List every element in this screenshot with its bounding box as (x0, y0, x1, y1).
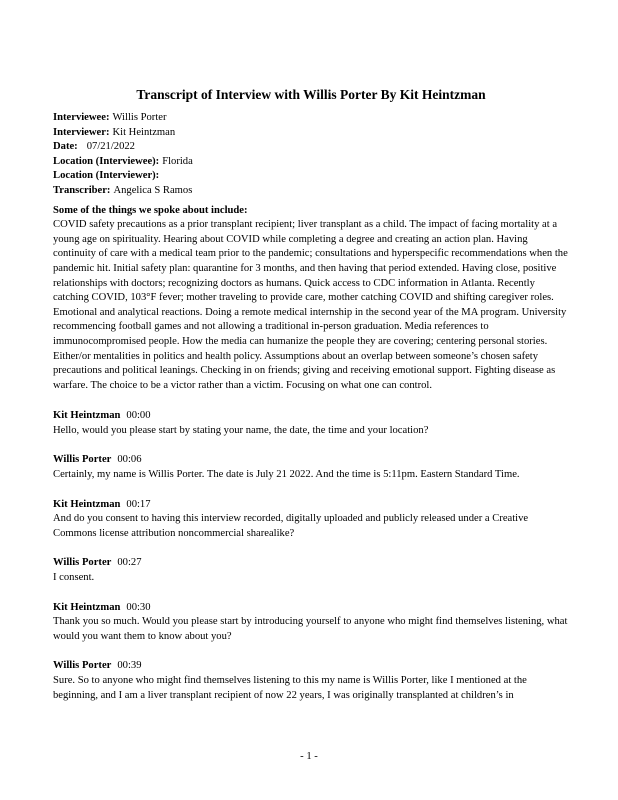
metadata-value: Willis Porter (112, 112, 167, 123)
metadata-label: Date: (53, 141, 78, 153)
metadata-value: 07/21/2022 (86, 141, 135, 153)
speaker-name: Kit Heintzman (53, 498, 121, 510)
page-content (53, 86, 569, 703)
speaker-line (53, 453, 569, 468)
transcript-entry (53, 601, 569, 645)
metadata-row-date (53, 140, 569, 155)
metadata-block (53, 111, 569, 199)
timestamp: 00:17 (126, 498, 151, 510)
speaker-line (53, 556, 569, 571)
timestamp: 00:00 (126, 410, 151, 422)
timestamp: 00:39 (117, 660, 142, 672)
metadata-label: Location (Interviewee): (53, 155, 160, 167)
speaker-name: Willis Porter (53, 660, 112, 672)
transcript-entry (53, 659, 569, 703)
entry-text: Certainly, my name is Willis Porter. The date is July 21 2022. And the time is 5:11pm. Eastern Standard Time. (53, 469, 520, 481)
summary-heading: Some of the things we spoke about include: (53, 204, 248, 216)
speaker-name: Willis Porter (53, 454, 112, 466)
entry-text: And do you consent to having this interview recorded, digitally uploaded and publicly released under a Creative Commons license attribution noncommercial sharealike? (53, 513, 529, 539)
transcript-entry (53, 556, 569, 585)
timestamp: 00:30 (126, 601, 151, 613)
entry-text: I consent. (53, 572, 95, 584)
entry-text: Sure. So to anyone who might find themselves listening to this my name is Willis Porter, like I mentioned at the beginning, and I am a liver transplant recipient of now 22 years, I was originally transplanted at children’s in (53, 675, 527, 701)
entry-text: Hello, would you please start by stating your name, the date, the time and your location? (53, 424, 429, 436)
speaker-line (53, 498, 569, 513)
speaker-line (53, 601, 569, 616)
transcript-entry (53, 409, 569, 438)
metadata-row-transcriber (53, 184, 569, 199)
speaker-line (53, 409, 569, 424)
transcript-entry (53, 498, 569, 542)
timestamp: 00:06 (117, 454, 142, 466)
metadata-row-interviewee (53, 111, 569, 126)
metadata-row-location-interviewer (53, 169, 569, 184)
speaker-name: Willis Porter (53, 557, 112, 569)
timestamp: 00:27 (117, 557, 142, 569)
metadata-label: Interviewer: (53, 126, 110, 138)
metadata-value: Florida (162, 155, 193, 167)
speaker-name: Kit Heintzman (53, 601, 121, 613)
metadata-label: Interviewee: (53, 112, 110, 123)
summary-text: COVID safety precautions as a prior transplant recipient; liver transplant as a child. The impact of facing mortality at a young age on spirituality. Hearing about COVID while completing a degree and creating an action plan. Having continuity of care with a medical team prior to the pandemic; consultations and hyperspecific recommendations when the pandemic hit. Initial safety plan: quarantine for 3 months, and then having that period extended. Having close, positive relationships with doctors; recognizing doctors as humans. Quick access to CDC information in Atlanta. Recently catching COVID, 103°F fever; mother traveling to provide care, mother catching COVID and shifting caregiver roles. Emotional and analytical reactions. Doing a remote medical internship in the second year of the MA program. University recommencing football games and not allowing a traditional in-person graduation. Media references to immunocompromised people. How the media can humanize the people they are covering; centering personal stories. Either/or mentalities in politics and health policy. Assumptions about an overlap between someone’s chosen safety precautions and political leanings. Checking in on friends; giving and receiving emotional support. Fighting disease as warfare. The choice to be a victor rather than a victim. Focusing on what one can control. (53, 219, 568, 391)
metadata-label: Location (Interviewer): (53, 170, 160, 182)
metadata-label: Transcriber: (53, 184, 111, 196)
metadata-value: Angelica S Ramos (113, 184, 193, 196)
transcript-entry (53, 453, 569, 482)
speaker-name: Kit Heintzman (53, 410, 121, 422)
page-number: - 1 - (300, 751, 318, 762)
metadata-value: Kit Heintzman (112, 126, 176, 138)
entry-text: Thank you so much. Would you please start by introducing yourself to anyone who might find themselves listening, what would you want them to know about you? (53, 616, 568, 642)
speaker-line (53, 659, 569, 674)
document-title: Transcript of Interview with Willis Porter By Kit Heintzman (136, 87, 486, 102)
metadata-row-location-interviewee (53, 155, 569, 170)
metadata-row-interviewer (53, 126, 569, 141)
